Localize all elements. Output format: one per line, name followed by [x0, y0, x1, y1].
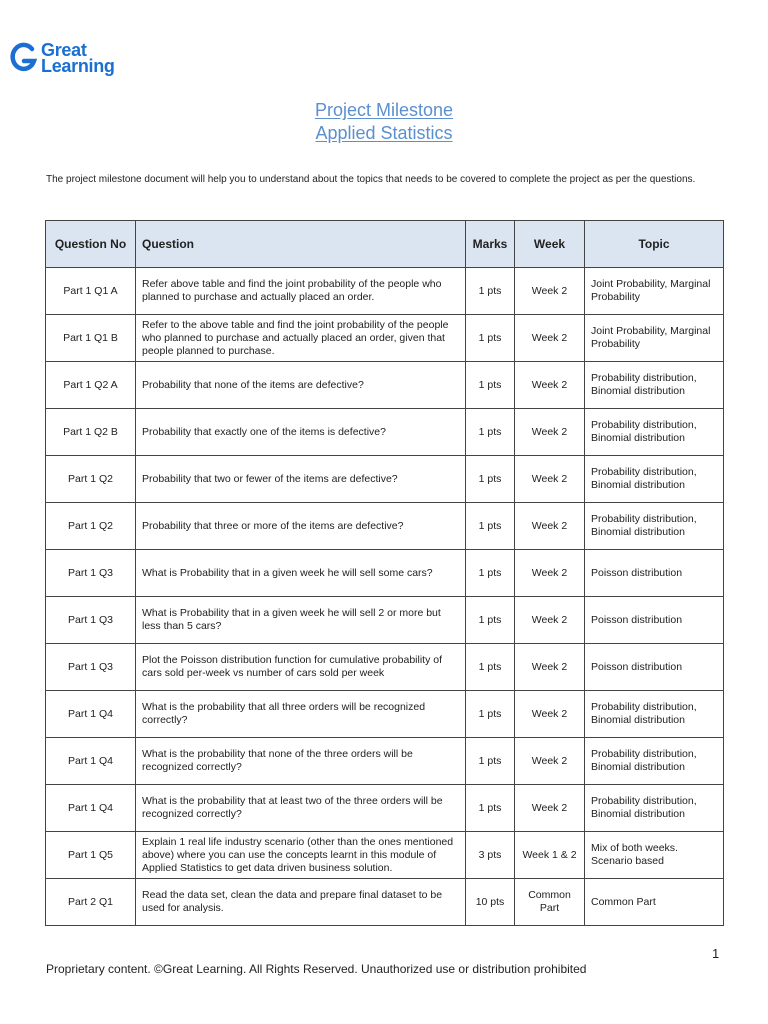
title-line-2: Applied Statistics — [315, 123, 453, 143]
page-number: 1 — [712, 946, 720, 961]
cell-question-no: Part 1 Q4 — [46, 738, 136, 785]
logo-line1: Great — [41, 40, 87, 60]
cell-question-no: Part 1 Q3 — [46, 550, 136, 597]
cell-question: Probability that two or fewer of the items are defective? — [136, 456, 466, 503]
table-row — [46, 362, 724, 409]
cell-week: Week 2 — [515, 409, 585, 456]
cell-question: What is Probability that in a given week he will sell 2 or more but less than 5 cars? — [136, 597, 466, 644]
cell-topic: Probability distribution, Binomial distribution — [585, 409, 724, 456]
cell-question-no: Part 1 Q1 B — [46, 315, 136, 362]
cell-marks: 1 pts — [466, 738, 515, 785]
cell-week: Week 2 — [515, 503, 585, 550]
cell-week: Common Part — [515, 879, 585, 926]
table-row — [46, 832, 724, 879]
cell-question-no: Part 1 Q2 B — [46, 409, 136, 456]
cell-marks: 1 pts — [466, 456, 515, 503]
cell-question-no: Part 1 Q3 — [46, 644, 136, 691]
document-title — [0, 99, 768, 145]
cell-topic: Poisson distribution — [585, 644, 724, 691]
cell-question: Probability that three or more of the items are defective? — [136, 503, 466, 550]
cell-question-no: Part 1 Q2 — [46, 503, 136, 550]
table-row — [46, 879, 724, 926]
cell-week: Week 2 — [515, 268, 585, 315]
milestone-table — [45, 220, 724, 926]
cell-week: Week 2 — [515, 597, 585, 644]
cell-topic: Poisson distribution — [585, 597, 724, 644]
table-row — [46, 315, 724, 362]
cell-topic: Probability distribution, Binomial distribution — [585, 691, 724, 738]
cell-topic: Probability distribution, Binomial distribution — [585, 456, 724, 503]
intro-paragraph: The project milestone document will help you to understand about the topics that needs to be covered to complete the project as per the questions. — [46, 174, 696, 185]
cell-question: Explain 1 real life industry scenario (other than the ones mentioned above) where you can use the concepts learnt in this module of Applied Statistics to get data driven business solution. — [136, 832, 466, 879]
table-row — [46, 503, 724, 550]
cell-marks: 1 pts — [466, 315, 515, 362]
cell-marks: 1 pts — [466, 409, 515, 456]
cell-marks: 1 pts — [466, 644, 515, 691]
cell-week: Week 1 & 2 — [515, 832, 585, 879]
cell-topic: Probability distribution, Binomial distribution — [585, 785, 724, 832]
cell-topic: Joint Probability, Marginal Probability — [585, 315, 724, 362]
cell-question-no: Part 1 Q3 — [46, 597, 136, 644]
cell-week: Week 2 — [515, 456, 585, 503]
cell-week: Week 2 — [515, 362, 585, 409]
table-row — [46, 597, 724, 644]
cell-topic: Probability distribution, Binomial distribution — [585, 738, 724, 785]
cell-marks: 1 pts — [466, 550, 515, 597]
cell-topic: Probability distribution, Binomial distribution — [585, 362, 724, 409]
cell-week: Week 2 — [515, 785, 585, 832]
cell-topic: Common Part — [585, 879, 724, 926]
logo-wordmark — [41, 42, 115, 74]
cell-question: What is the probability that all three orders will be recognized correctly? — [136, 691, 466, 738]
cell-question: Refer to the above table and find the joint probability of the people who planned to purchase and actually placed an order, given that people planned to purchase. — [136, 315, 466, 362]
header-question-no: Question No — [46, 221, 136, 268]
cell-marks: 3 pts — [466, 832, 515, 879]
great-learning-g-icon — [10, 42, 38, 74]
cell-week: Week 2 — [515, 550, 585, 597]
great-learning-logo — [10, 42, 115, 74]
cell-question: Read the data set, clean the data and prepare final dataset to be used for analysis. — [136, 879, 466, 926]
table-row — [46, 268, 724, 315]
cell-question-no: Part 1 Q1 A — [46, 268, 136, 315]
cell-question: Probability that none of the items are defective? — [136, 362, 466, 409]
cell-week: Week 2 — [515, 691, 585, 738]
cell-topic: Mix of both weeks. Scenario based — [585, 832, 724, 879]
table-row — [46, 691, 724, 738]
cell-question-no: Part 1 Q5 — [46, 832, 136, 879]
cell-question-no: Part 1 Q2 — [46, 456, 136, 503]
cell-week: Week 2 — [515, 315, 585, 362]
cell-topic: Probability distribution, Binomial distribution — [585, 503, 724, 550]
cell-marks: 1 pts — [466, 268, 515, 315]
logo-line2: Learning — [41, 56, 115, 76]
cell-question-no: Part 1 Q2 A — [46, 362, 136, 409]
cell-question: Probability that exactly one of the items is defective? — [136, 409, 466, 456]
cell-marks: 1 pts — [466, 785, 515, 832]
cell-week: Week 2 — [515, 738, 585, 785]
table-row — [46, 785, 724, 832]
table-header-row — [46, 221, 724, 268]
cell-marks: 10 pts — [466, 879, 515, 926]
table-row — [46, 550, 724, 597]
header-marks: Marks — [466, 221, 515, 268]
cell-week: Week 2 — [515, 644, 585, 691]
footer-copyright: Proprietary content. ©Great Learning. All Rights Reserved. Unauthorized use or distribution prohibited — [46, 962, 587, 976]
cell-question-no: Part 2 Q1 — [46, 879, 136, 926]
cell-question: What is Probability that in a given week he will sell some cars? — [136, 550, 466, 597]
cell-question-no: Part 1 Q4 — [46, 785, 136, 832]
cell-marks: 1 pts — [466, 362, 515, 409]
table-row — [46, 738, 724, 785]
cell-topic: Joint Probability, Marginal Probability — [585, 268, 724, 315]
cell-marks: 1 pts — [466, 691, 515, 738]
cell-question-no: Part 1 Q4 — [46, 691, 136, 738]
header-question: Question — [136, 221, 466, 268]
cell-topic: Poisson distribution — [585, 550, 724, 597]
cell-question: What is the probability that at least two of the three orders will be recognized correctly? — [136, 785, 466, 832]
cell-marks: 1 pts — [466, 503, 515, 550]
header-topic: Topic — [585, 221, 724, 268]
cell-marks: 1 pts — [466, 597, 515, 644]
table-row — [46, 644, 724, 691]
cell-question: What is the probability that none of the three orders will be recognized correctly? — [136, 738, 466, 785]
header-week: Week — [515, 221, 585, 268]
table-row — [46, 409, 724, 456]
cell-question: Plot the Poisson distribution function for cumulative probability of cars sold per-week vs number of cars sold per week — [136, 644, 466, 691]
title-line-1: Project Milestone — [314, 100, 454, 120]
cell-question: Refer above table and find the joint probability of the people who planned to purchase and actually placed an order. — [136, 268, 466, 315]
table-row — [46, 456, 724, 503]
